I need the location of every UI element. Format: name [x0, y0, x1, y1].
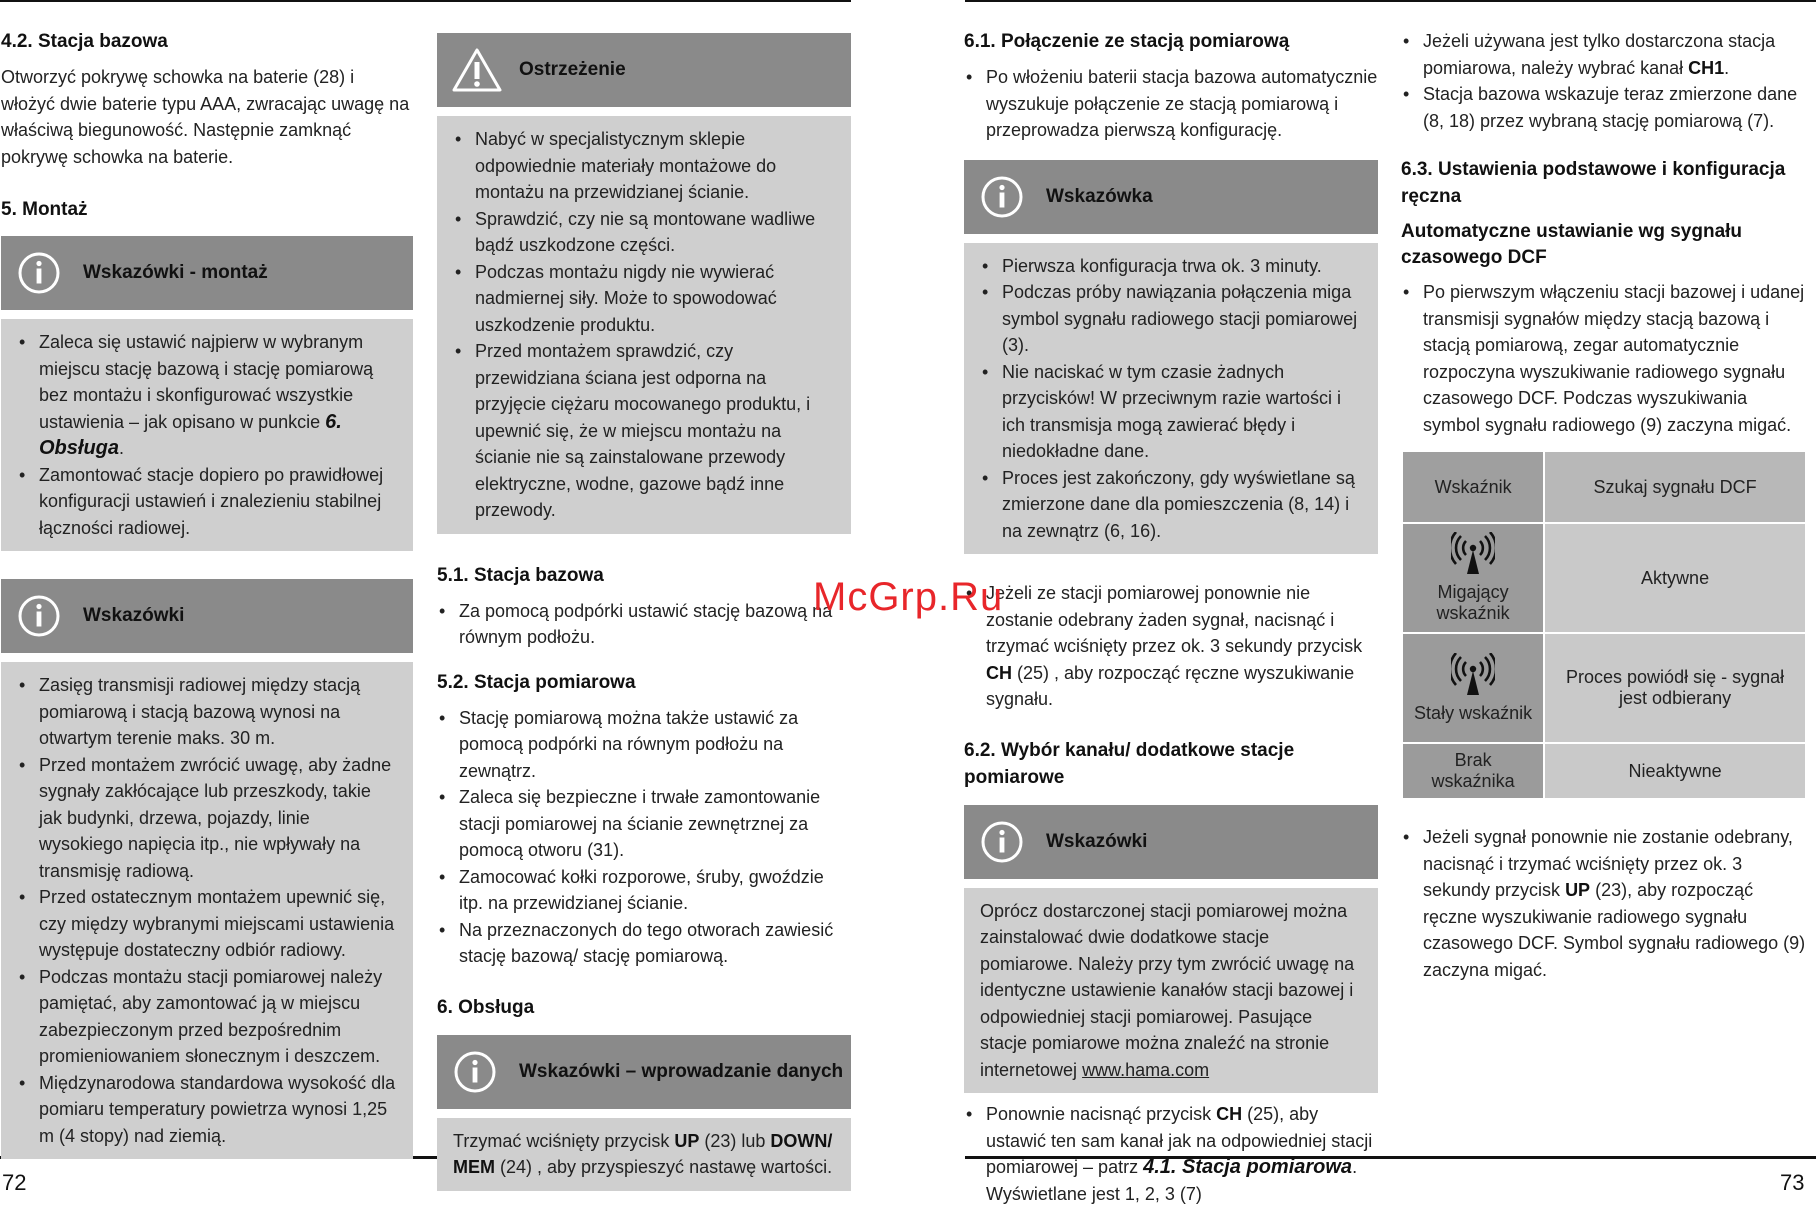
callout-body	[1, 662, 413, 1159]
callout-hint	[964, 160, 1378, 555]
column-d	[1401, 28, 1809, 1001]
list-item	[964, 1101, 1378, 1207]
auto-dcf-title: Automatyczne ustawianie wg sygnału czasowego DCF	[1401, 221, 1743, 268]
section-reference: 4.1. Stacja pomiarowa	[1143, 1156, 1353, 1178]
item-text-end: .	[119, 438, 125, 458]
table-row	[1402, 633, 1806, 743]
section-5-2-title: 5.2. Stacja pomiarowa	[437, 671, 636, 693]
section-6-3-title: 6.3. Ustawienia podstawowe i konfiguracja ręczna	[1401, 159, 1786, 207]
callout-data-entry	[437, 1035, 851, 1191]
list-item	[1401, 824, 1809, 983]
list-item	[17, 329, 397, 462]
list-item: • Zamocować kołki rozporowe, śruby, gwoździe itp. na przewidzianej ścianie.	[437, 864, 851, 917]
section-5-title: 5. Montaż	[1, 199, 88, 220]
table-cell: Nieaktywne	[1544, 743, 1806, 799]
table-row	[1402, 743, 1806, 799]
list-item: • Sprawdzić, czy nie są montowane wadliwe bądź uszkodzone części.	[453, 206, 835, 259]
key-ch: CH	[986, 662, 1012, 683]
callout-body	[437, 116, 851, 534]
section-6-1-list	[964, 64, 1378, 144]
cell-text: Stały wskaźnik	[1414, 702, 1533, 723]
item-text: Zaleca się ustawić najpierw w wybranym miejscu stację bazową i stację pomiarową bez montażu i skonfigurować wszystkie ustawienia – jak opisano w punkcie	[39, 332, 374, 432]
info-icon	[453, 1050, 497, 1094]
key-up: UP	[1565, 880, 1591, 900]
callout-extra-stations	[964, 805, 1378, 1094]
dcf-signal-table	[1401, 450, 1807, 800]
list-item: • Po włożeniu baterii stacja bazowa automatycznie wyszukuje połączenie ze stacją pomiarową i przeprowadza pierwszą konfigurację.	[964, 64, 1378, 144]
key-down-mem: DOWN/ MEM	[453, 1130, 833, 1177]
list-item: • Przed ostatecznym montażem upewnić się, czy między wybranymi miejscami ustawienia występuje dostateczny odbiór radiowy.	[17, 884, 397, 964]
callout-tips	[1, 579, 413, 1159]
callout-text	[980, 898, 1362, 1084]
section-4-2-text: Otworzyć pokrywę schowka na baterie (28) i włożyć dwie baterie typu AAA, zwracając uwagę na właściwą biegunowość. Następnie zamknąć pokrywę schowka na baterie.	[1, 67, 410, 167]
top-rule-right	[965, 0, 1816, 2]
list-item	[1401, 28, 1809, 81]
list-item: • Zamontować stacje dopiero po prawidłowej konfiguracji ustawień i znalezieniu stabilnej łączności radiowej.	[17, 462, 397, 542]
info-icon	[980, 175, 1024, 219]
text-part: Trzymać wciśnięty przycisk	[453, 1130, 675, 1151]
list-item: • Podczas montażu nigdy nie wywierać nadmiernej siły. Może to spowodować uszkodzenie produktu.	[453, 259, 835, 339]
hint-list	[980, 253, 1362, 545]
text-part: Jeżeli sygnał ponownie nie zostanie odebrany, nacisnąć i trzymać wciśnięty przez ok. 3 sekundy przycisk	[1423, 827, 1793, 900]
list-item: • Nie naciskać w tym czasie żadnych przycisków! W przeciwnym razie wartości i ich transmisja mogą zawierać błędy i niedokładne dane.	[980, 359, 1362, 465]
callout-title: Wskazówki - montaż	[83, 262, 268, 283]
warning-list	[453, 126, 835, 524]
key-up: UP	[674, 1130, 700, 1151]
list-item: • Na przeznaczonych do tego otworach zawiesić stację bazową/ stację pomiarową.	[437, 917, 851, 970]
callout-header	[964, 160, 1378, 234]
section-4-2-title: 4.2. Stacja bazowa	[1, 31, 168, 52]
key-ch1: CH1	[1688, 57, 1725, 78]
cell-text: Migający wskaźnik	[1436, 582, 1510, 623]
watermark: McGrp.Ru	[813, 575, 1004, 619]
text-part: Oprócz dostarczonej stacji pomiarowej można zainstalować dwie dodatkowe stacje pomiarowe. Należy przy tym zwrócić uwagę na identyczne ustawienie kanałów stacji bazowej i odpowiedniej stacji pomiarowej. Pasujące stacje pomiarowe można znaleźć na stronie internetowej	[980, 900, 1355, 1080]
text-part: . Wyświetlane jest 1, 2, 3 (7)	[986, 1157, 1358, 1204]
callout-body	[964, 888, 1378, 1094]
callout-header	[437, 33, 851, 107]
list-item: • Przed montażem zwrócić uwagę, aby żadne sygnały zakłócające lub przeszkody, takie jak budynki, drzewa, pojazdy, linie wysokiego napięcia itp., nie wpływały na transmisję radiową.	[17, 752, 397, 885]
list-item: • Pierwsza konfiguracja trwa ok. 3 minuty.	[980, 253, 1362, 280]
tips-list	[17, 672, 397, 1149]
column-b	[437, 33, 851, 1191]
callout-title: Wskazówka	[1046, 185, 1153, 207]
table-cell: Brak wskaźnika	[1402, 743, 1544, 799]
list-item: • Międzynarodowa standardowa wysokość dla pomiaru temperatury powietrza wynosi 1,25 m (4 stopy) nad ziemią.	[17, 1070, 397, 1150]
list-item	[964, 580, 1378, 713]
list-item: • Stacja bazowa wskazuje teraz zmierzone dane (8, 18) przez wybraną stację pomiarową (7).	[1401, 81, 1809, 134]
list-item: • Nabyć w specjalistycznym sklepie odpowiednie materiały montażowe do montażu na przewidzianej ścianie.	[453, 126, 835, 206]
table-header-cell: Wskaźnik	[1402, 451, 1544, 523]
list-item: • Stację pomiarową można także ustawić za pomocą podpórki na równym podłożu na zewnątrz.	[437, 705, 851, 785]
website-link[interactable]: www.hama.com	[1082, 1059, 1210, 1080]
table-cell	[1402, 633, 1544, 743]
info-icon	[980, 820, 1024, 864]
table-cell: Proces powiódł się - sygnał jest odbierany	[1544, 633, 1806, 743]
radio-signal-icon	[1451, 532, 1495, 576]
column-a	[1, 28, 413, 1159]
callout-body	[437, 1118, 851, 1191]
text-part: Jeżeli ze stacji pomiarowej ponownie nie zostanie odebrany żaden sygnał, nacisnąć i trzymać wciśnięty przez ok. 3 sekundy przycisk	[986, 583, 1363, 656]
list-item: • Zaleca się bezpieczne i trwałe zamontowanie stacji pomiarowej na ścianie zewnętrznej za pomocą otworu (31).	[437, 784, 851, 864]
section-5-1-title: 5.1. Stacja bazowa	[437, 564, 604, 586]
table-header-cell: Szukaj sygnału DCF	[1544, 451, 1806, 523]
text-part: (23), aby rozpocząć ręczne wyszukiwanie radiowego sygnału czasowego DCF. Symbol sygnału radiowego (9) zaczyna migać.	[1423, 880, 1806, 980]
callout-title: Wskazówki	[83, 605, 185, 626]
top-rule-left	[0, 0, 851, 2]
warning-icon	[451, 47, 503, 93]
list-item: • Zasięg transmisji radiowej między stacją pomiarową i stacją bazową wynosi na otwartym terenie maks. 30 m.	[17, 672, 397, 752]
callout-title: Wskazówki	[1046, 830, 1148, 852]
info-icon	[17, 251, 61, 295]
text-part: Ponownie nacisnąć przycisk	[986, 1104, 1217, 1124]
text-part: (25), aby ustawić ten sam kanał jak na odpowiedniej stacji pomiarowej – patrz	[986, 1104, 1373, 1177]
text-part: (25) , aby rozpocząć ręczne wyszukiwanie sygnału.	[986, 662, 1355, 709]
callout-text	[453, 1128, 835, 1181]
table-cell: Aktywne	[1544, 523, 1806, 633]
section-6-title: 6. Obsługa	[437, 996, 535, 1018]
callout-mounting-tips	[1, 236, 413, 551]
list-item: • Podczas próby nawiązania połączenia miga symbol sygnału radiowego stacji pomiarowej (3).	[980, 279, 1362, 359]
list-item: • Za pomocą podpórki ustawić stację bazową na równym podłożu.	[437, 598, 851, 651]
table-cell	[1402, 523, 1544, 633]
list-item: • Proces jest zakończony, gdy wyświetlane są zmierzone dane dla pomieszczenia (8, 14) i na zewnątrz (6, 16).	[980, 465, 1362, 545]
section-6-2-title: 6.2. Wybór kanału/ dodatkowe stacje pomiarowe	[964, 739, 1295, 788]
text-part: (23) lub	[699, 1130, 771, 1151]
callout-body	[1, 319, 413, 551]
table-row	[1402, 523, 1806, 633]
list-item: • Przed montażem sprawdzić, czy przewidziana ściana jest odporna na przyjęcie ciężaru mocowanego produktu, i upewnić się, że w miejscu montażu na ścianie nie są zainstalowane przewody elektryczne, wodne, gazowe bądź inne przewody.	[453, 338, 835, 524]
auto-dcf-list	[1401, 279, 1809, 438]
section-5-1-list	[437, 598, 851, 651]
radio-signal-icon	[1451, 653, 1495, 697]
key-ch: CH	[1216, 1104, 1243, 1124]
table-header-row	[1402, 451, 1806, 523]
section-5-2-list	[437, 705, 851, 970]
callout-header	[437, 1035, 851, 1109]
page-number-left: 72	[2, 1170, 27, 1195]
page-number-right: 73	[1780, 1170, 1805, 1195]
callout-header	[964, 805, 1378, 879]
channel-select-list	[1401, 28, 1809, 134]
section-reference: 6. Obsługa	[39, 410, 342, 459]
section-6-1-title: 6.1. Połączenie ze stacją pomiarową	[964, 31, 1290, 52]
callout-header	[1, 579, 413, 653]
callout-title: Wskazówki – wprowadzanie danych	[519, 1060, 844, 1082]
text-part: .	[1724, 57, 1730, 78]
info-icon	[17, 594, 61, 638]
text-part: (24) , aby przyspieszyć nastawę wartości.	[495, 1157, 833, 1177]
manual-search-list	[964, 580, 1378, 713]
column-c	[964, 28, 1378, 1225]
callout-title: Ostrzeżenie	[519, 59, 626, 80]
channel-list	[964, 1101, 1378, 1207]
callout-warning	[437, 33, 851, 534]
list-item: • Podczas montażu stacji pomiarowej należy pamiętać, aby zamontować ją w miejscu zabezpieczonym przed bezpośrednim promieniowaniem słonecznym i deszczem.	[17, 964, 397, 1070]
manual-dcf-list	[1401, 824, 1809, 983]
callout-header	[1, 236, 413, 310]
text-part: Jeżeli używana jest tylko dostarczona stacja pomiarowa, należy wybrać kanał	[1423, 31, 1776, 78]
callout-body	[964, 243, 1378, 555]
list-item: • Po pierwszym włączeniu stacji bazowej i udanej transmisji sygnałów między stacją bazową i stacją pomiarową, zegar automatycznie rozpoczyna wyszukiwanie radiowego sygnału czasowego DCF. Podczas wyszukiwania symbol sygnału radiowego (9) zaczyna migać.	[1401, 279, 1809, 438]
